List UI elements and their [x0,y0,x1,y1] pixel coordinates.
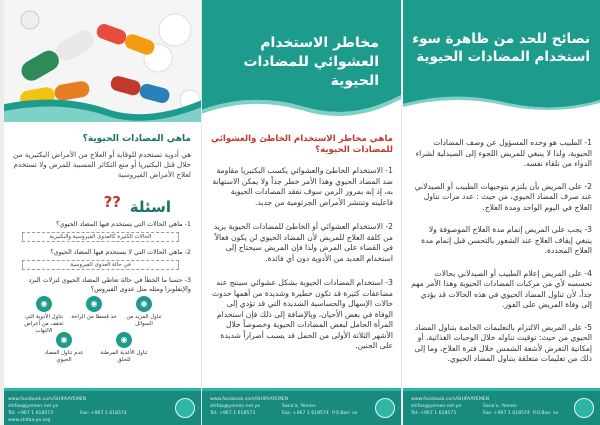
logo-icon [375,398,395,418]
footer-facebook[interactable]: www.facebook.com/SHIFAAYEMEN [8,397,87,402]
tip-item: 2- على المريض بأن يلتزم بتوجيهات الطبيب أو الصيدلاني عند صرف المضاد الحيوي، من حيث : عدد مرات تناول العلاج في اليوم الواحد ومدة العلاج. [414,181,592,212]
no-antibiotic-icon: ◉ [56,332,72,348]
tips-list [411,138,592,377]
soothing-food-icon: ◉ [116,332,132,348]
section-title: مخاطر الاستخدام العشوائي للمضادات الحيوية [243,35,379,89]
question-1: 1- ماهي الحالات التي يستخدم فيها المضاد الحيوي؟ [55,220,191,228]
footer-website[interactable]: www.shifaa-ye.org [8,418,51,423]
question-3: 3- حسنا ما الخطأ في حالة تعاطي المضاد الحيوي لنزلات البرد والإنفلونزا ومثله مثل عدوى الفيروس؟ [28,276,191,293]
rest-icon: ◉ [86,296,102,312]
footer-fax: Fax: +967 1 618574 [483,411,530,416]
questions-title: اسئلة [129,198,171,216]
risks-column [202,0,402,425]
logo-icon [175,398,195,418]
footer-phone: Tel: +967 1 618573 [210,411,256,416]
pills-image [0,0,202,122]
tip-item: 3- يجب على المريض إتمام مدة العلاج الموصوفة ولا ينبغي إيقاف العلاج عند الشعور بالتحسن قبل إتمام مدة العلاج المحددة. [421,225,592,255]
page-title: نصائح للحد من ظاهرة سوء استخدام المضادات الحيوية [412,31,590,65]
footer-email[interactable]: shifaa@yemen.net.ye [210,404,261,409]
footer-facebook[interactable]: www.facebook.com/SHIFAAYEMEN [210,397,289,402]
risks-list [210,166,393,364]
footer [202,391,401,425]
footer [403,391,600,425]
footer-phone: Tel: +967 1 618573 [411,411,457,416]
wave-divider [403,92,600,114]
question-marks: ?? [103,193,121,211]
icon-label: تناول الأغذية المرطبة للحلق [100,350,148,363]
medicine-icon: ◉ [36,296,52,312]
footer-email[interactable]: shifaa@yemen.net.ye [411,404,462,409]
question-2: 2- ماهي الحالات التي لا يستخدم فيها المضاد الحيوي؟ [50,248,191,256]
fold-edge [0,0,4,425]
tip-item: 5- على المريض الالتزام بالتعليمات الخاصة بتناول المضاد الحيوي من حيث: توقيت تناوله خلال الوجبات الغذائية، أو إمكانية التعرض لأشعة الشمس خلال فترة العلاج، وما إلى ذلك من تعليمات متعلقة بتناول المضاد الحيوي. [414,322,592,363]
section-heading: ماهي مخاطر الاستخدام الخاطئ والعشوائي للمضادات الحيوية؟ [211,134,393,155]
risk-item: 2- الاستخدام العشوائي أو الخاطئ للمضادات الحيوية يزيد من كلفة العلاج للمريض لأن المضاد الحيوي لن يكون فعالاً في القضاء على المرض ولذا فإن المريض سيحتاج إلى استخدام العديد من الأدوية دون أي فائدة. [213,222,393,263]
icon-label: تناول المزيد من السوائل [126,314,162,327]
footer-fax: Fax: +967 1 618574 [282,411,329,416]
icon-label: خذ قسطا من الراحة [71,314,117,320]
risk-item: 3- استخدام المضادات الحيوية بشكل عشوائي سينتج عنه مضاعفات كثيرة قد تكون خطيرة وشديدة من أهمها حدوث حالات الإسهال والحساسية الشديدة التي قد تؤدي إلى الوفاة في بعض الأحيان، وبالإضافة إلى ذلك فإن استخدام المرأة الحامل لبعض المضادات الحيوية وخصوصاً خلال الأشهر الثلاثة الأولى من الحمل قد يسبب أضراراً شديدة على الجنين. [211,278,393,350]
tips-column [403,0,600,425]
footer [0,391,201,425]
footer-email[interactable]: shifaa@yemen.net.ye [8,404,59,409]
footer-phone: Tel: +967 1 618573 [8,411,54,416]
faq-title: ماهي المضادات الحيوية؟ [82,134,191,144]
footer-pobox: P.O.Box: xx [533,411,559,416]
icon-label: تناول الأدوية التي تخفف من أعراض الالتهاب [24,314,64,334]
icon-label: عدم تناول المضاد الحيوي [44,350,84,363]
footer-location: Sana'a, Yemen [483,404,517,409]
pills-illustration-icon [0,0,202,122]
answer-1: الحالات الكثيرة كالعدوى الفيروسية والبكتيرية [22,232,179,242]
tip-item: 1- الطبيب هو وحده المسؤول عن وصف المضادات الحيوية، ولذا لا ينبغي للمريض اللجوء إلى الصيدلية لشراء الدواء من تلقاء نفسه. [415,138,592,168]
logo-icon [574,398,594,418]
answer-2: في حالة العدوى الفيروسية [22,260,179,270]
footer-facebook[interactable]: www.facebook.com/SHIFAAYEMEN [411,397,490,402]
faq-column [0,0,202,425]
footer-location: Sana'a, Yemen [282,404,316,409]
faq-body: هي أدوية تستخدم للوقاية أو العلاج من الأمراض البكتيرية من خلال قتل البكتيريا أو منع التكاثر المسببة للمرض ولا تستخدم لعلاج الأمراض الفيروسية [13,150,191,179]
tip-item: 4- على المريض إعلام الطبيب أو الصيدلاني بحالات تحسسه لأي من مركبات المضادات الحيوية وهذا الأمر مهم جداً، لأن تناول المضاد الحيوي في هذه الحالات قد يؤدي إلى وفاة المريض على الفور. [411,268,592,309]
risk-item: 1- الاستخدام الخاطئ والعشوائي يكسب البكتيريا مقاومة ضد المضاد الحيوي وهذا الأمر خطر جداً ولا يمكن الاستهانة به، إذ إنه بمرور الزمن سوف تفقد المضادات الحيوية فاعليته وتنتشر الأمراض الجرثومية من جديد. [212,166,393,207]
footer-fax: Fax: +967 1 618574 [80,411,127,416]
fluids-icon: ◉ [136,296,152,312]
footer-pobox: P.O.Box: xx [332,411,358,416]
